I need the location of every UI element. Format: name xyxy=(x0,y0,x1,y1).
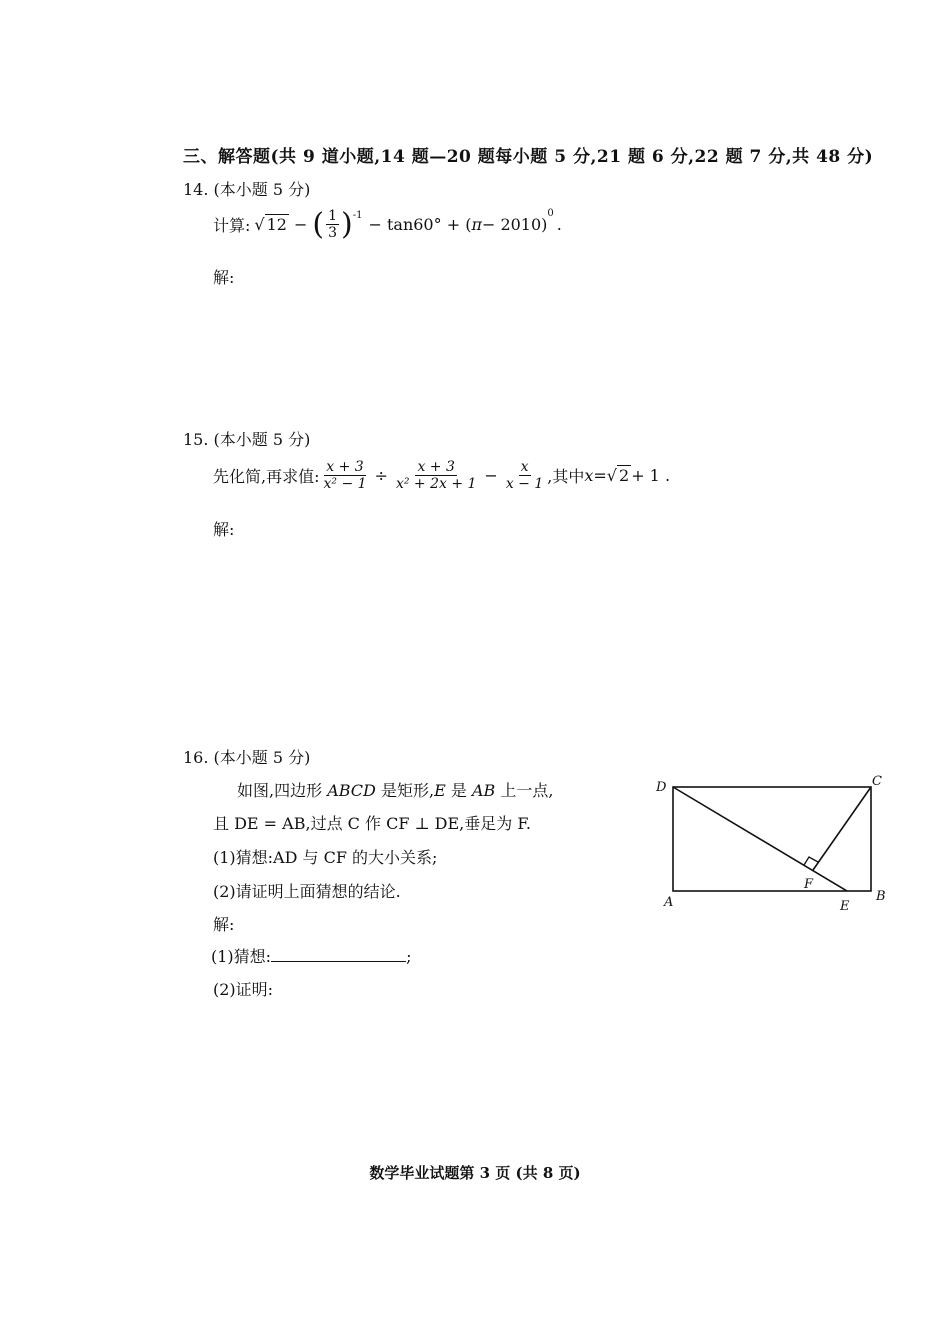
q15-formula: 先化简,再求值: $\frac{x + 3}{\text{x² − 1}}$ ÷ $\frac{x + 3}{\text{x² + 2x + 1}}$ − $\frac{x}{x - 1}$ ,其中 x = √ 2 + 1 . xyxy=(213,459,671,492)
rectangle-figure xyxy=(650,770,895,920)
segment-de xyxy=(673,787,847,891)
q14-formula: 计算: √ 12 − ( $\frac{1}{3}$ ) $^{-1}$ − tan60° + ( π − 2010) $^0$ . xyxy=(213,206,562,242)
q14-fraction: $\frac{1}{3}$ xyxy=(328,208,338,241)
q16-guess-line: (1)猜想: ; xyxy=(211,947,412,966)
q16-line-1: 如图,四边形 ABCD 是矩形,E 是 AB 上一点, xyxy=(237,781,554,800)
label-e: E xyxy=(840,899,850,914)
label-d: D xyxy=(656,780,667,795)
q16-proof-label: (2)证明: xyxy=(213,980,274,999)
q14-header: 14. (本小题 5 分) xyxy=(183,180,311,199)
label-a: A xyxy=(664,895,674,910)
q16-line-2: 且 DE = AB,过点 C 作 CF ⊥ DE,垂足为 F. xyxy=(213,814,532,833)
segment-cf xyxy=(813,787,871,870)
label-f: F xyxy=(804,877,814,892)
q15-fraction-1: $\frac{x + 3}{\text{x² − 1}}$ xyxy=(323,459,367,492)
q14-prompt-label: 计算: xyxy=(213,216,251,235)
q16-header: 16. (本小题 5 分) xyxy=(183,748,311,767)
q15-prompt-label: 先化简,再求值: xyxy=(213,467,320,486)
q16-line-3: (1)猜想:AD 与 CF 的大小关系; xyxy=(213,848,438,867)
q15-header: 15. (本小题 5 分) xyxy=(183,430,311,449)
page-footer: 数学毕业试题第 3 页 (共 8 页) xyxy=(369,1164,581,1182)
label-b: B xyxy=(876,889,886,904)
q14-answer-label: 解: xyxy=(213,268,235,287)
q14-sqrt: 12 xyxy=(266,215,287,234)
q16-answer-label: 解: xyxy=(213,915,235,934)
q15-fraction-2: $\frac{x + 3}{\text{x² + 2x + 1}}$ xyxy=(395,459,477,492)
right-angle-mark xyxy=(804,857,818,865)
guess-blank[interactable] xyxy=(271,947,406,962)
label-c: C xyxy=(872,774,882,789)
q15-answer-label: 解: xyxy=(213,520,235,539)
q15-fraction-3: $\frac{x}{x - 1}$ xyxy=(505,459,544,492)
section-title: 三、解答题(共 9 道小题,14 题—20 题每小题 5 分,21 题 6 分,22 题 7 分,共 48 分) xyxy=(183,147,874,167)
q16-line-4: (2)请证明上面猜想的结论. xyxy=(213,882,401,901)
rectangle-abcd xyxy=(673,787,871,891)
